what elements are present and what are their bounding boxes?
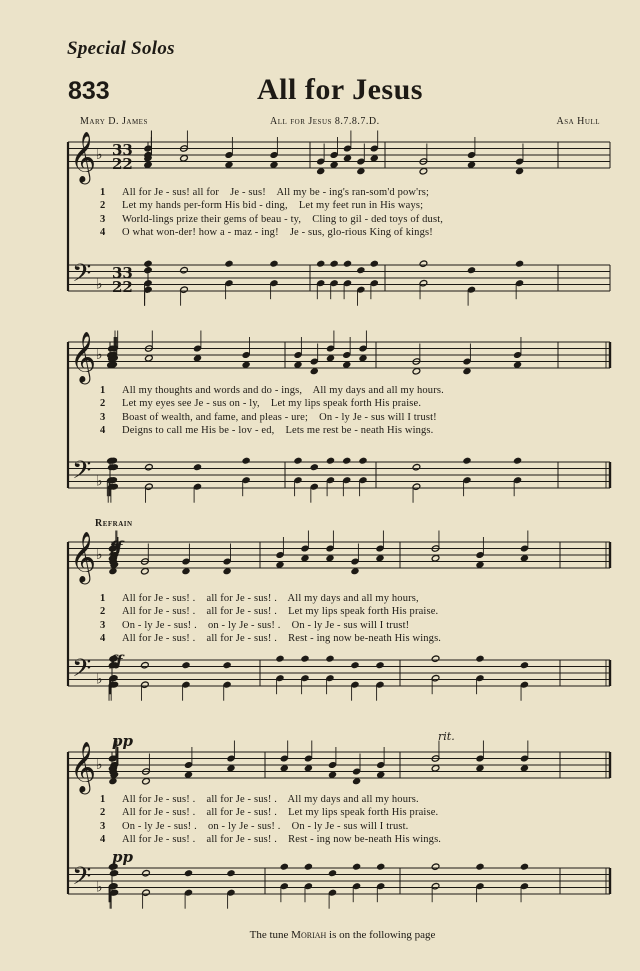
verse-text: All for Je - sus! . all for Je - sus! . Rest - ing now be-neath His wings. — [122, 632, 442, 644]
bass-note — [280, 863, 289, 870]
verse-number: 1 — [100, 385, 106, 396]
treble-note — [476, 765, 485, 772]
treble-clef-icon: 𝄞 — [70, 131, 97, 183]
treble-note — [476, 561, 485, 568]
bass-note — [294, 457, 303, 464]
bass-note — [515, 260, 524, 267]
bass-note — [326, 457, 335, 464]
bass-note — [227, 870, 236, 877]
bass-clef-icon: 𝄢 — [72, 861, 92, 897]
bass-note — [184, 870, 193, 877]
refrain-label: Refrain — [95, 518, 133, 529]
treble-note — [144, 161, 153, 168]
flat-sign-icon: ♭ — [96, 757, 103, 773]
time-sig-denominator: 22 — [112, 155, 133, 173]
verse-number: 3 — [100, 213, 106, 225]
treble-note — [227, 765, 236, 772]
dynamic-ff-treble: ff — [110, 538, 123, 556]
bass-note — [223, 662, 232, 669]
verse-text: Boast of wealth, and fame, and pleas - ure; On - ly Je - sus will I trust! — [122, 411, 437, 423]
verse-number: 4 — [100, 424, 106, 436]
verse-line — [100, 187, 605, 200]
bass-note — [359, 457, 368, 464]
bass-note — [144, 260, 153, 267]
bass-note — [326, 655, 335, 662]
treble-note — [412, 368, 421, 375]
treble-note — [145, 355, 154, 362]
treble-note — [142, 778, 151, 785]
bass-note — [310, 464, 319, 471]
bass-clef-icon: 𝄢 — [72, 455, 92, 491]
bass-note — [357, 267, 366, 274]
verse-number: 2 — [100, 606, 106, 618]
time-sig-numerator: 33 — [112, 264, 133, 282]
bass-note — [352, 863, 361, 870]
treble-note — [520, 555, 529, 562]
verse-text: On - ly Je - sus! . on - ly Je - sus! . On - ly Je - sus will I trust! — [122, 619, 410, 631]
verse-number: 2 — [100, 398, 106, 410]
treble-note — [359, 355, 368, 362]
bass-note — [330, 260, 339, 267]
bass-note — [301, 655, 310, 662]
verse-text: Let my eyes see Je - sus on - ly, Let my lips speak forth His praise. — [122, 398, 422, 410]
verse-text: All for Je - sus! . all for Je - sus! . All my days and all my hours, — [122, 593, 419, 604]
verse-line — [100, 398, 605, 411]
treble-note — [431, 765, 440, 772]
verse-text: Let my hands per-form His bid - ding, Let my feet run in His ways; — [122, 200, 424, 212]
bass-clef-icon: 𝄢 — [72, 258, 92, 294]
author: Mary D. James — [80, 116, 148, 127]
verse-text: World-lings prize their gems of beau - ty, Cling to gil - ded toys of dust, — [122, 213, 444, 225]
verse-line — [100, 425, 605, 438]
hymn-number: 833 — [68, 77, 110, 105]
treble-note — [326, 555, 335, 562]
verse-text: Deigns to call me His be - lov - ed, Lets me rest be - neath His wings. — [122, 424, 434, 436]
treble-note — [193, 355, 202, 362]
treble-note — [328, 771, 337, 778]
bass-note — [182, 662, 191, 669]
treble-note — [184, 771, 193, 778]
treble-note — [280, 765, 289, 772]
bass-note — [276, 655, 285, 662]
treble-note — [141, 568, 150, 575]
verse-number: 3 — [100, 619, 106, 631]
bass-note — [419, 260, 428, 267]
treble-note — [225, 161, 234, 168]
treble-note — [419, 168, 428, 175]
bass-note — [145, 464, 154, 471]
dynamic-ff-bass: ff — [110, 652, 123, 670]
verse-number: 1 — [100, 187, 106, 198]
time-sig-denominator: 22 — [112, 278, 133, 296]
bass-note — [144, 267, 153, 274]
verse-number: 4 — [100, 833, 106, 845]
treble-note — [180, 155, 189, 162]
bass-note — [431, 655, 440, 662]
treble-note — [310, 368, 319, 375]
bass-note — [270, 260, 279, 267]
bass-note — [342, 457, 351, 464]
flat-sign-icon: ♭ — [96, 547, 103, 563]
bass-note — [343, 260, 352, 267]
treble-note — [515, 168, 524, 175]
bass-note — [520, 662, 529, 669]
flat-sign-icon: ♭ — [96, 347, 103, 363]
verse-number: 4 — [100, 226, 106, 238]
bass-note — [370, 260, 379, 267]
verse-text: All for Je - sus! all for Je - sus! All my be - ing's ran-som'd pow'rs; — [122, 187, 430, 198]
hymn-title: All for Jesus — [257, 73, 423, 106]
bass-note — [376, 863, 385, 870]
bass-note — [304, 863, 313, 870]
bass-note — [467, 267, 476, 274]
verse-line — [100, 606, 605, 619]
verse-line — [100, 200, 605, 213]
treble-clef-icon: 𝄞 — [70, 531, 97, 583]
treble-note — [520, 765, 529, 772]
bass-note — [225, 260, 234, 267]
dynamic-pp-treble: pp — [112, 732, 133, 750]
verse-line — [100, 807, 605, 820]
treble-note — [109, 778, 118, 785]
treble-clef-icon: 𝄞 — [70, 331, 97, 383]
footer-suffix: is on the following page — [329, 929, 436, 941]
bass-note — [376, 662, 385, 669]
bass-note — [328, 870, 337, 877]
verse-text: All for Je - sus! . all for Je - sus! . Let my lips speak forth His praise. — [122, 807, 439, 819]
footer-note — [0, 929, 640, 941]
footer-tune-name: Moriah — [291, 929, 327, 941]
treble-note — [223, 568, 232, 575]
verse-line — [100, 227, 605, 240]
treble-clef-icon: 𝄞 — [70, 741, 97, 793]
bass-note — [242, 457, 251, 464]
verse-text: All for Je - sus! . all for Je - sus! . Rest - ing now be-neath His wings. — [122, 833, 442, 845]
treble-note — [294, 361, 303, 368]
treble-note — [376, 771, 385, 778]
bass-note — [520, 863, 529, 870]
verse-number: 4 — [100, 632, 106, 644]
verse-number: 1 — [100, 794, 106, 805]
treble-note — [330, 161, 339, 168]
treble-note — [376, 555, 385, 562]
treble-note — [357, 168, 366, 175]
verse-number: 3 — [100, 820, 106, 832]
verse-line — [100, 593, 605, 606]
bass-note — [351, 662, 360, 669]
verse-text: All my thoughts and words and do - ings, All my days and all my hours. — [122, 385, 444, 396]
verse-line — [100, 620, 605, 633]
bass-note — [463, 457, 472, 464]
treble-note — [351, 568, 360, 575]
treble-note — [326, 355, 335, 362]
verse-line — [100, 633, 605, 646]
verse-number: 2 — [100, 200, 106, 212]
verse-text: O what won-der! how a - maz - ing! Je - sus, glo-rious King of kings! — [122, 226, 433, 238]
dynamic-pp-bass: pp — [112, 848, 133, 866]
treble-note — [513, 361, 522, 368]
verse-number: 3 — [100, 411, 106, 423]
verse-line — [100, 385, 605, 398]
composer: Asa Hull — [556, 116, 600, 127]
bass-note — [193, 464, 202, 471]
treble-note — [431, 555, 440, 562]
bass-note — [412, 464, 421, 471]
section-label: Special Solos — [67, 38, 175, 59]
footer-prefix: The tune — [249, 929, 289, 941]
bass-clef-icon: 𝄢 — [72, 653, 92, 689]
treble-note — [467, 161, 476, 168]
treble-note — [242, 361, 251, 368]
verse-text: On - ly Je - sus! . on - ly Je - sus! . On - ly Je - sus will I trust. — [122, 820, 409, 832]
treble-note — [343, 155, 352, 162]
treble-note — [270, 161, 279, 168]
flat-sign-icon: ♭ — [96, 671, 103, 688]
treble-note — [352, 778, 361, 785]
verse-line — [100, 794, 605, 807]
verse-line — [100, 214, 605, 227]
flat-sign-icon: ♭ — [96, 879, 103, 896]
treble-note — [316, 168, 325, 175]
bass-note — [476, 863, 485, 870]
bass-note — [513, 457, 522, 464]
verse-line — [100, 821, 605, 834]
flat-sign-icon: ♭ — [96, 473, 103, 490]
bass-note — [476, 655, 485, 662]
flat-sign-icon: ♭ — [96, 276, 103, 293]
verse-text: All for Je - sus! . all for Je - sus! . Let my lips speak forth His praise. — [122, 606, 439, 618]
treble-note — [182, 568, 191, 575]
verse-number: 1 — [100, 593, 106, 604]
time-sig-numerator: 33 — [112, 141, 133, 159]
tune-meter: All for Jesus 8.7.8.7.D. — [270, 116, 380, 127]
treble-note — [370, 155, 379, 162]
treble-note — [301, 555, 310, 562]
bass-note — [431, 863, 440, 870]
flat-sign-icon: ♭ — [96, 147, 103, 163]
verse-line — [100, 834, 605, 847]
bass-note — [141, 662, 150, 669]
treble-note — [342, 361, 351, 368]
verse-number: 2 — [100, 807, 106, 819]
bass-note — [180, 267, 189, 274]
treble-note — [276, 561, 285, 568]
ritardando-mark: rit. — [438, 730, 455, 743]
bass-note — [142, 870, 151, 877]
treble-note — [109, 568, 118, 575]
verse-text: All for Je - sus! . all for Je - sus! . All my days and all my hours. — [122, 794, 419, 805]
treble-note — [463, 368, 472, 375]
bass-note — [316, 260, 325, 267]
treble-note — [304, 765, 313, 772]
verse-line — [100, 412, 605, 425]
